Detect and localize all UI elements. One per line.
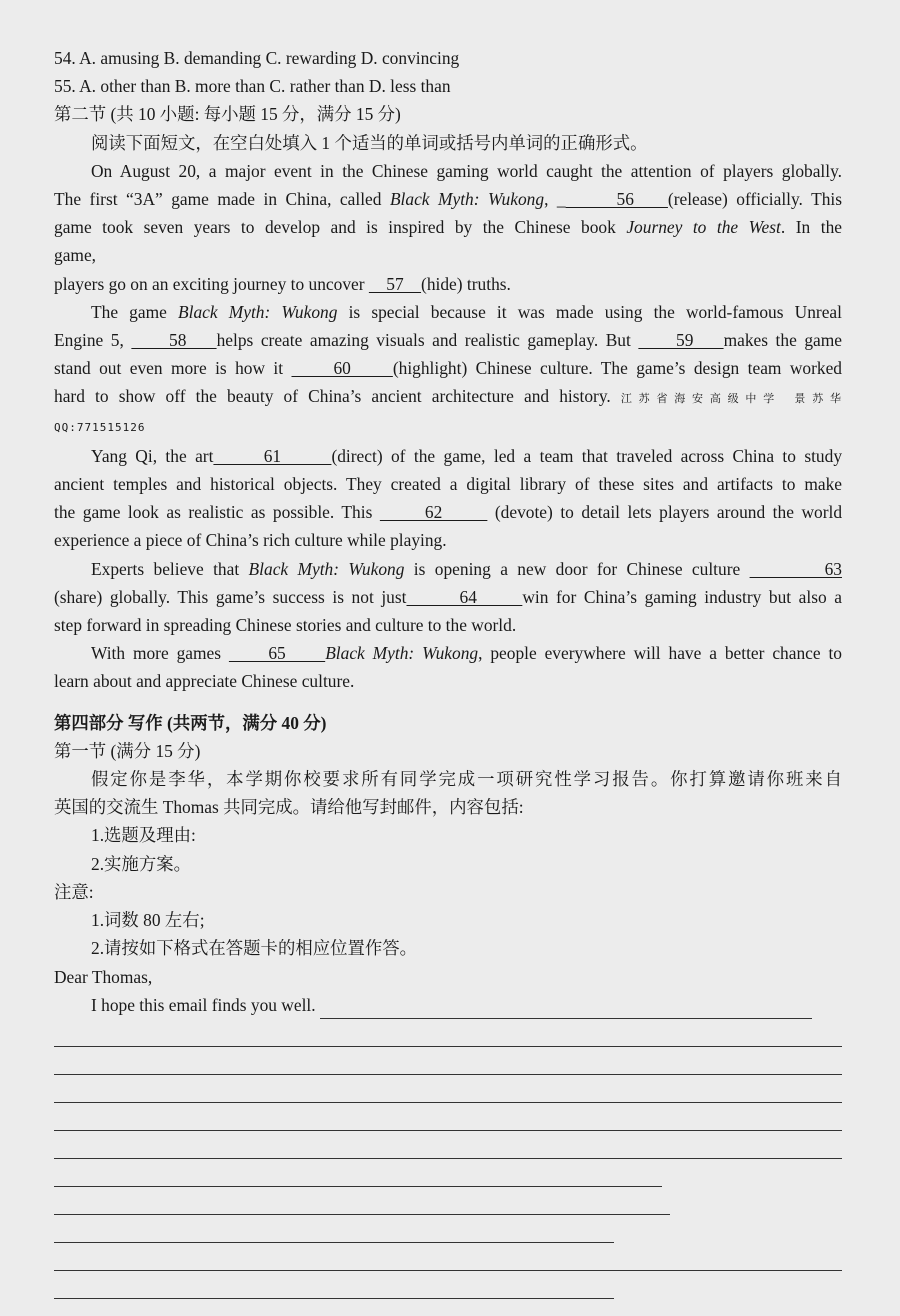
answer-line[interactable] xyxy=(54,1131,842,1159)
p2-line3 xyxy=(54,354,842,382)
content-item-2: 2.实施方案。 xyxy=(91,853,191,874)
p3-text: Yang Qi, the art xyxy=(91,445,214,466)
watermark-qq: QQ:771515126 xyxy=(54,420,146,434)
p1-text: The first “3A” game made in China, called xyxy=(54,189,390,210)
p2-line2 xyxy=(54,326,842,354)
answer-line[interactable] xyxy=(54,1187,670,1215)
note-item-2: 2.请按如下格式在答题卡的相应位置作答。 xyxy=(91,938,418,959)
p3-line3 xyxy=(54,498,842,526)
p5-line2: learn about and appreciate Chinese culture. xyxy=(54,671,355,692)
p3-text: (devote) to detail lets players around the world xyxy=(487,502,843,523)
answer-line[interactable] xyxy=(54,1075,842,1103)
p4-text: win for China’s gaming industry but also a xyxy=(522,586,842,607)
p2-text: stand out even more is how it xyxy=(54,358,292,379)
writing-prompt-line2: 英国的交流生 Thomas 共同完成。请给他写封邮件，内容包括: xyxy=(54,797,524,818)
p2-text: The game xyxy=(91,301,178,322)
p1-text: game took seven years to develop and is inspired by the Chinese book xyxy=(54,217,627,238)
prompt-text: 假定你是李华，本学期你校要求所有同学完成一项研究性学习报告。你打算邀请你班来自 xyxy=(91,769,842,790)
blank-56[interactable]: 56 xyxy=(565,189,668,210)
part4-section1: 第一节 (满分 15 分) xyxy=(54,740,201,761)
writing-prompt-line1 xyxy=(54,765,842,793)
answer-line[interactable] xyxy=(54,1103,842,1131)
p2-line4 xyxy=(54,382,842,413)
answer-line[interactable] xyxy=(54,1047,842,1075)
p5-text: With more games xyxy=(91,643,229,664)
note-label: 注意: xyxy=(54,881,94,902)
p1-text: (release) officially. This xyxy=(667,189,842,210)
blank-65[interactable]: 65 xyxy=(228,643,326,664)
p2-text: is special because it was made using the world-famous Unreal xyxy=(337,301,842,322)
section2-heading: 第二节 (共 10 小题: 每小题 15 分，满分 15 分) xyxy=(54,104,401,125)
watermark-author: 江苏省海安高级中学 景苏华 xyxy=(620,392,842,406)
p1-text: , _ xyxy=(544,189,566,210)
question-54: 54. A. amusing B. demanding C. rewarding D. convincing xyxy=(54,48,460,68)
answer-line[interactable] xyxy=(54,1243,842,1271)
p1-text: On August 20, a major event in the Chinese gaming world caught the attention of players globally. xyxy=(91,160,842,181)
game-title: Black Myth: Wukong xyxy=(389,189,545,210)
opening-text: I hope this email finds you well. xyxy=(91,994,316,1015)
p3-text: (direct) of the game, led a team that traveled across China to study xyxy=(331,445,843,466)
answer-line[interactable] xyxy=(54,1019,842,1047)
game-title: Black Myth: Wukong xyxy=(248,558,405,579)
p1-line1 xyxy=(54,157,842,185)
p4-text: (share) globally. This game’s success is not just xyxy=(54,586,407,607)
p2-line1 xyxy=(54,298,842,326)
p1-line4: game, xyxy=(54,245,97,266)
blank-58[interactable]: 58 xyxy=(131,330,217,351)
answer-line[interactable] xyxy=(54,1215,614,1243)
p1-line3 xyxy=(54,213,842,241)
section2-instruction: 阅读下面短文，在空白处填入 1 个适当的单词或括号内单词的正确形式。 xyxy=(91,132,648,153)
p2-text: (highlight) Chinese culture. The game’s design team worked xyxy=(392,358,842,379)
p4-text: Experts believe that xyxy=(91,558,249,579)
p1-line5 xyxy=(54,270,842,298)
p3-line4: experience a piece of China’s rich culture while playing. xyxy=(54,530,447,551)
content-item-1: 1.选题及理由: xyxy=(91,825,196,846)
blank-63[interactable]: 63 xyxy=(749,558,842,579)
blank-62[interactable]: 62 xyxy=(379,502,488,523)
p4-line1 xyxy=(54,555,842,583)
answer-line[interactable] xyxy=(54,1159,662,1187)
p4-line2 xyxy=(54,583,842,611)
p5-line1 xyxy=(54,639,842,667)
p2-text: hard to show off the beauty of China’s ancient architecture and history. xyxy=(54,386,611,407)
blank-57[interactable]: 57 xyxy=(368,273,422,294)
p1-text: players go on an exciting journey to uncover xyxy=(54,273,369,294)
p4-line3: step forward in spreading Chinese stories and culture to the world. xyxy=(54,615,517,636)
p4-text: is opening a new door for Chinese culture xyxy=(404,558,750,579)
p3-text: ancient temples and historical objects. They created a digital library of these sites and artifacts to make xyxy=(54,474,842,495)
answer-line[interactable] xyxy=(320,1000,812,1019)
p2-text: Engine 5, xyxy=(54,330,132,351)
answer-line[interactable] xyxy=(54,1271,614,1299)
blank-64[interactable]: 64 xyxy=(406,586,523,607)
salutation: Dear Thomas, xyxy=(54,966,153,987)
blank-59[interactable]: 59 xyxy=(638,330,724,351)
p1-text: . In the xyxy=(780,217,842,238)
email-opening-line xyxy=(54,991,842,1019)
book-title: Journey to the West xyxy=(626,217,781,238)
p3-line1 xyxy=(54,442,842,470)
p2-text: makes the game xyxy=(723,330,842,351)
part4-heading: 第四部分 写作 (共两节，满分 40 分) xyxy=(54,712,327,733)
p3-line2 xyxy=(54,470,842,498)
note-item-1: 1.词数 80 左右; xyxy=(91,910,205,931)
blank-61[interactable]: 61 xyxy=(213,445,332,466)
blank-60[interactable]: 60 xyxy=(291,358,393,379)
p1-text: (hide) truths. xyxy=(421,273,511,294)
p1-line2 xyxy=(54,185,842,213)
p2-text: helps create amazing visuals and realistic gameplay. But xyxy=(216,330,639,351)
question-55: 55. A. other than B. more than C. rather than D. less than xyxy=(54,76,451,97)
p3-text: the game look as realistic as possible. This xyxy=(54,502,380,523)
game-title: Black Myth: Wukong xyxy=(325,643,479,664)
p5-text: , people everywhere will have a better chance to xyxy=(478,643,842,664)
game-title: Black Myth: Wukong xyxy=(178,301,338,322)
